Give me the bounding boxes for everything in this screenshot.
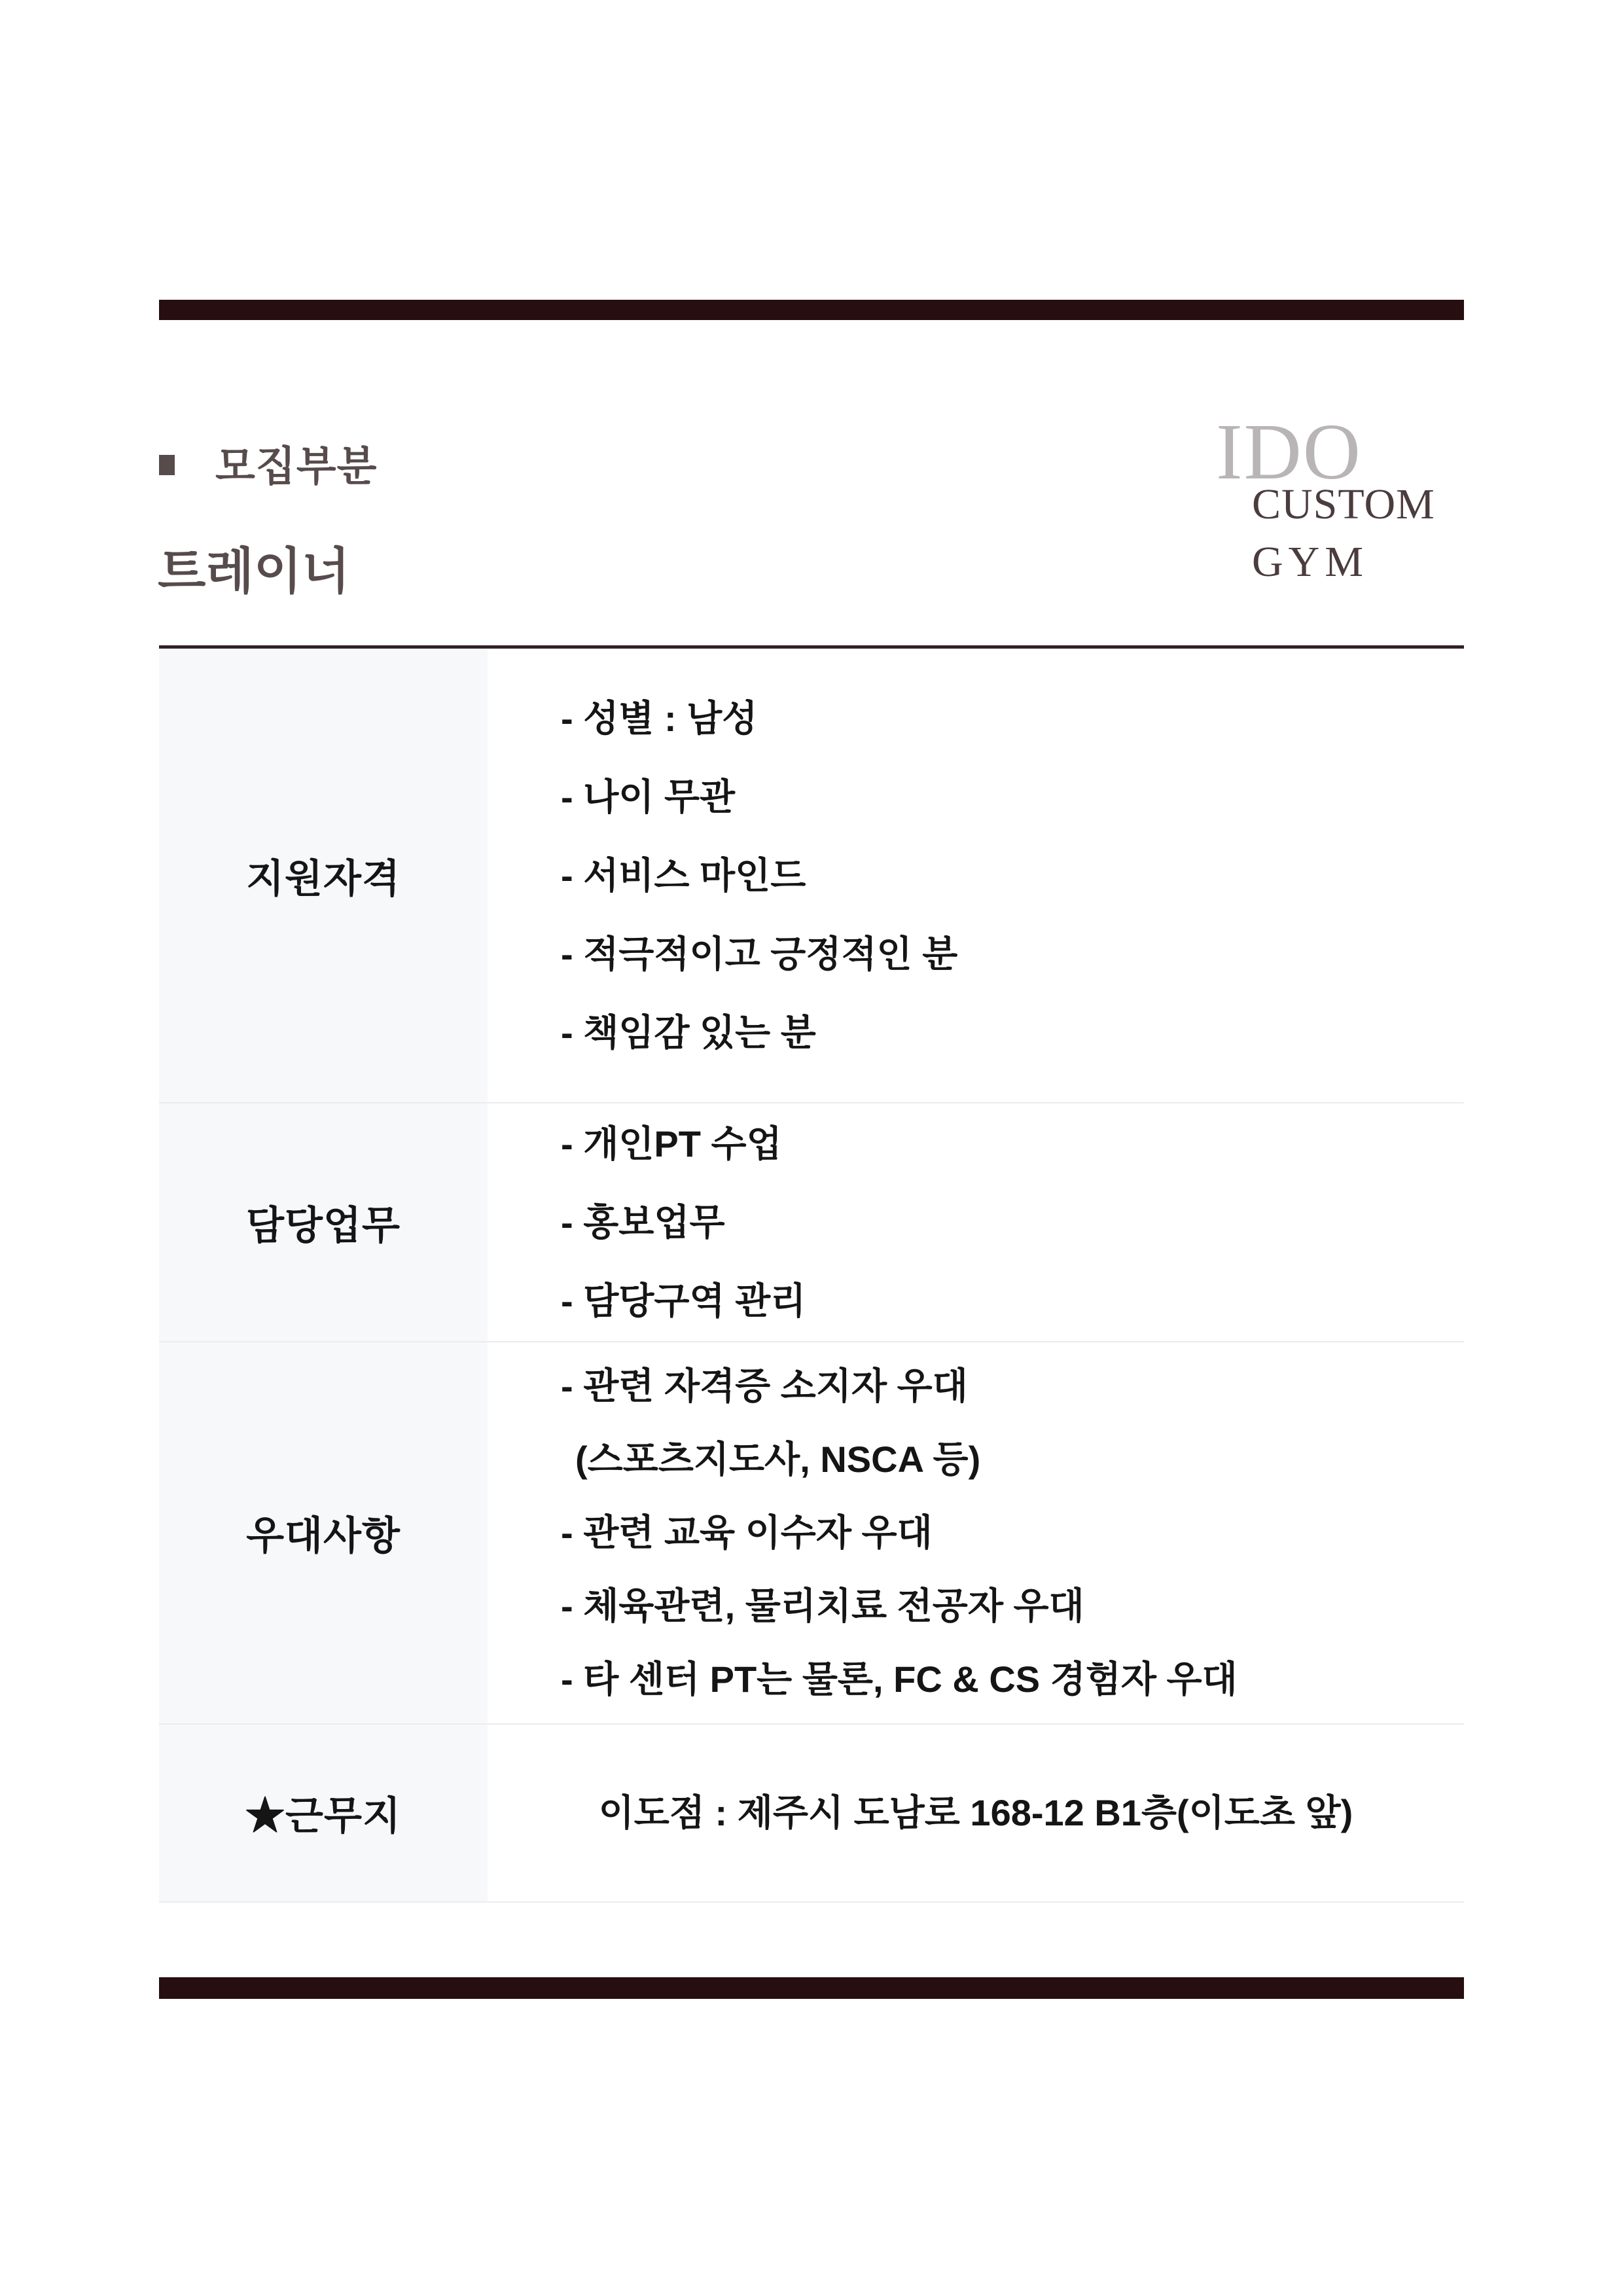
detail-line: - 나이 무관 <box>561 776 736 817</box>
detail-line: - 책임감 있는 분 <box>561 1011 816 1053</box>
row-content <box>488 1103 1464 1341</box>
detail-line: - 서비스 마인드 <box>561 854 806 896</box>
detail-line: - 관련 자격증 소지자 우대 <box>561 1365 968 1407</box>
detail-line: (스포츠지도사, NSCA 등) <box>575 1439 981 1480</box>
table-row <box>159 1725 1464 1903</box>
table-row <box>159 1342 1464 1725</box>
company-logo <box>1211 408 1486 596</box>
detail-line: - 타 센터 PT는 물론, FC & CS 경험자 우대 <box>561 1659 1238 1700</box>
bottom-divider-bar <box>159 1977 1464 1999</box>
row-label: 지원자격 <box>159 649 488 1102</box>
table-row <box>159 649 1464 1103</box>
logo-text-gym: GYM <box>1252 538 1369 586</box>
table-row <box>159 1103 1464 1342</box>
detail-line: - 체육관련, 물리치료 전공자 우대 <box>561 1585 1084 1626</box>
row-label: 우대사항 <box>159 1342 488 1723</box>
detail-line: - 담당구역 관리 <box>561 1280 806 1321</box>
detail-line: - 홍보업무 <box>561 1201 725 1243</box>
logo-text-custom: CUSTOM <box>1252 480 1435 528</box>
job-info-table <box>159 645 1464 1903</box>
page-title: 트레이너 <box>158 544 350 600</box>
section-header <box>159 433 377 493</box>
square-bullet-icon <box>159 455 175 475</box>
detail-line: 이도점 : 제주시 도남로 168-12 B1층(이도초 앞) <box>598 1792 1353 1833</box>
top-divider-bar <box>159 300 1464 320</box>
detail-line: - 관련 교육 이수자 우대 <box>561 1512 933 1553</box>
detail-line: - 개인PT 수업 <box>561 1122 782 1164</box>
row-label: ★근무지 <box>159 1725 488 1901</box>
row-content <box>488 1342 1464 1723</box>
row-content <box>488 649 1464 1102</box>
detail-line: - 성별 : 남성 <box>561 697 758 739</box>
section-label: 모집부분 <box>215 444 378 490</box>
detail-line: - 적극적이고 긍정적인 분 <box>561 933 958 975</box>
row-content <box>488 1725 1464 1901</box>
logo-text-ido: IDO <box>1216 408 1362 496</box>
row-label: 담당업무 <box>159 1103 488 1341</box>
